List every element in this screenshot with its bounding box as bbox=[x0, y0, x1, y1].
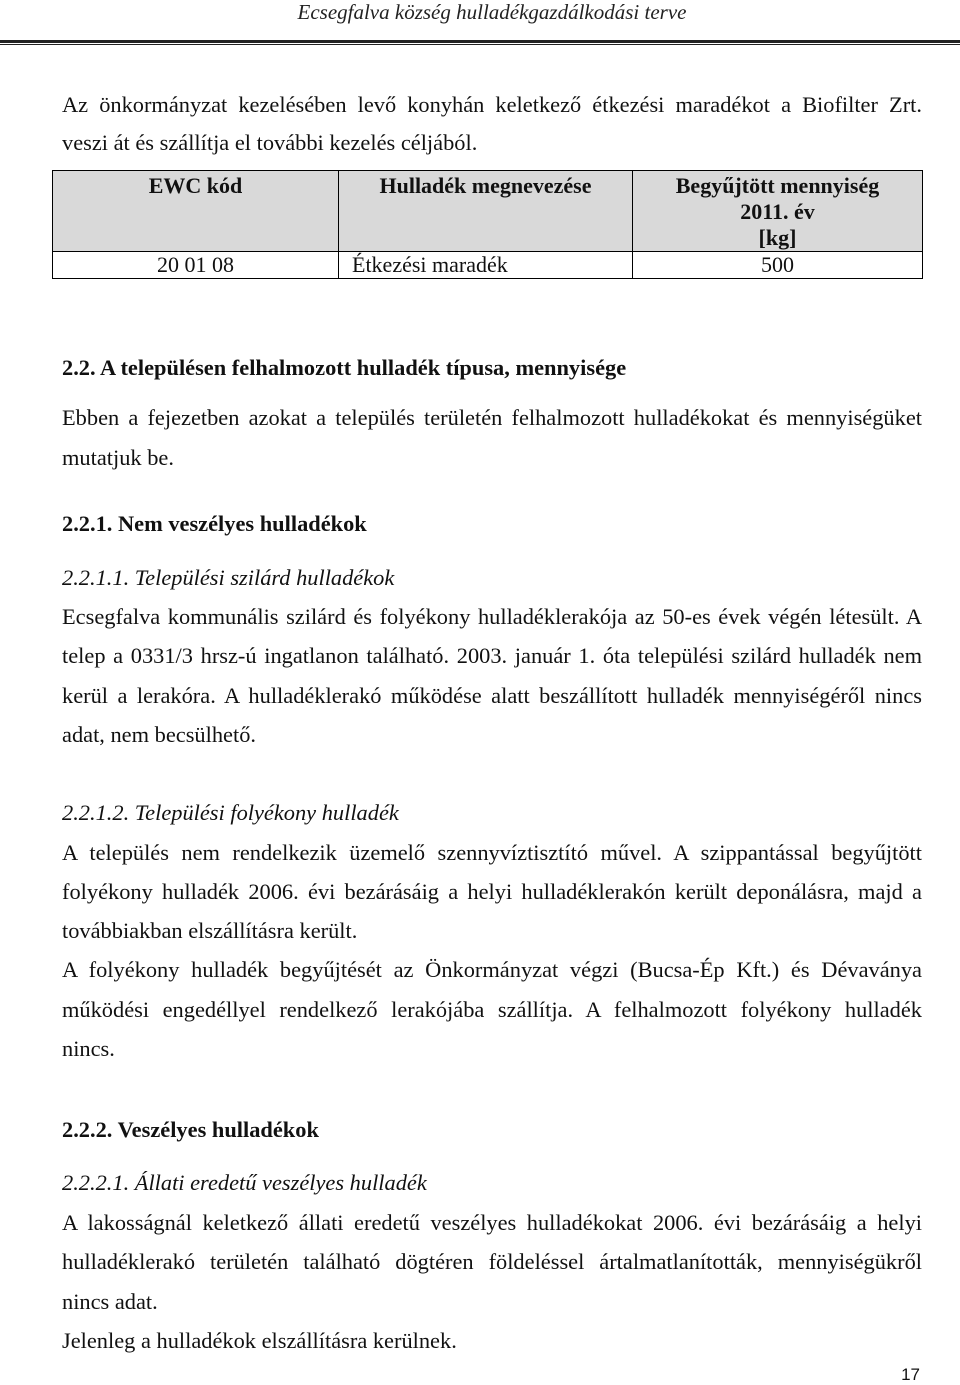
intro-line: Az önkormányzat kezelésében levő konyhán keletkező étkezési maradékot a Biofilter Zrt. bbox=[62, 92, 922, 117]
header-double-rule bbox=[0, 40, 960, 45]
cell-ewc-code: 20 01 08 bbox=[53, 252, 339, 279]
paragraph-line: A település nem rendelkezik üzemelő szennyvíztisztító művel. A szippantással begyűjtött bbox=[62, 840, 922, 865]
column-header-amount-line: Begyűjtött mennyiség bbox=[675, 173, 880, 198]
paragraph-line: telep a 0331/3 hrsz-ú ingatlanon található. 2003. január 1. óta települési szilárd hulladék nem bbox=[62, 643, 922, 668]
paragraph-line: A lakosságnál keletkező állati eredetű veszélyes hulladékokat 2006. évi bezárásáig a helyi bbox=[62, 1210, 922, 1235]
intro-line: veszi át és szállítja el további kezelés céljából. bbox=[62, 130, 478, 155]
paragraph-line: nincs adat. bbox=[62, 1289, 158, 1314]
paragraph-line: adat, nem becsülhető. bbox=[62, 722, 256, 747]
paragraph-line: Ebben a fejezetben azokat a település területén felhalmozott hulladékokat és mennyiségüket bbox=[62, 405, 922, 430]
paragraph-line: nincs. bbox=[62, 1036, 115, 1061]
column-header-amount bbox=[633, 171, 923, 252]
subsection-heading-2-2-1-2: 2.2.1.2. Települési folyékony hulladék bbox=[62, 800, 399, 825]
paragraph-line: Jelenleg a hulladékok elszállításra kerülnek. bbox=[62, 1328, 457, 1353]
paragraph-line: továbbiakban elszállításra került. bbox=[62, 918, 358, 943]
column-header-ewc-label: EWC kód bbox=[148, 173, 243, 198]
paragraph-line: hulladéklerakó területén található dögtéren földeléssel ártalmatlanították, mennyiségükről bbox=[62, 1249, 922, 1274]
paragraph-line: Ecsegfalva kommunális szilárd és folyékony hulladéklerakója az 50-es évek végén létesült. A bbox=[62, 604, 922, 629]
column-header-name-label: Hulladék megnevezése bbox=[379, 173, 592, 198]
cell-amount: 500 bbox=[633, 252, 923, 279]
column-header-name bbox=[339, 171, 633, 252]
section-heading-2-2: 2.2. A településen felhalmozott hulladék típusa, mennyisége bbox=[62, 355, 627, 380]
page-number: 17 bbox=[901, 1365, 920, 1384]
section-heading-2-2-2: 2.2.2. Veszélyes hulladékok bbox=[62, 1117, 319, 1142]
column-header-amount-line: [kg] bbox=[758, 225, 797, 250]
waste-table bbox=[52, 170, 923, 279]
paragraph-line: A folyékony hulladék begyűjtését az Önkormányzat végzi (Bucsa-Ép Kft.) és Dévaványa bbox=[62, 957, 922, 982]
paragraph-line: működési engedéllyel rendelkező lerakójába szállítja. A felhalmozott folyékony hulladék bbox=[62, 997, 922, 1022]
table-header-row bbox=[53, 171, 923, 252]
section-heading-2-2-1: 2.2.1. Nem veszélyes hulladékok bbox=[62, 511, 367, 536]
paragraph-line: mutatjuk be. bbox=[62, 445, 174, 470]
running-header-title: Ecsegfalva község hulladékgazdálkodási terve bbox=[297, 0, 687, 24]
paragraph-line: folyékony hulladék 2006. évi bezárásáig a helyi hulladéklerakón került deponálásra, majd a bbox=[62, 879, 922, 904]
table-row bbox=[53, 252, 923, 279]
subsection-heading-2-2-2-1: 2.2.2.1. Állati eredetű veszélyes hulladék bbox=[62, 1170, 427, 1195]
paragraph-line: kerül a lerakóra. A hulladéklerakó működése alatt beszállított hulladék mennyiségéről nincs bbox=[62, 683, 922, 708]
column-header-ewc bbox=[53, 171, 339, 252]
cell-waste-name: Étkezési maradék bbox=[339, 252, 633, 279]
subsection-heading-2-2-1-1: 2.2.1.1. Települési szilárd hulladékok bbox=[62, 565, 395, 590]
column-header-amount-line: 2011. év bbox=[740, 199, 815, 224]
